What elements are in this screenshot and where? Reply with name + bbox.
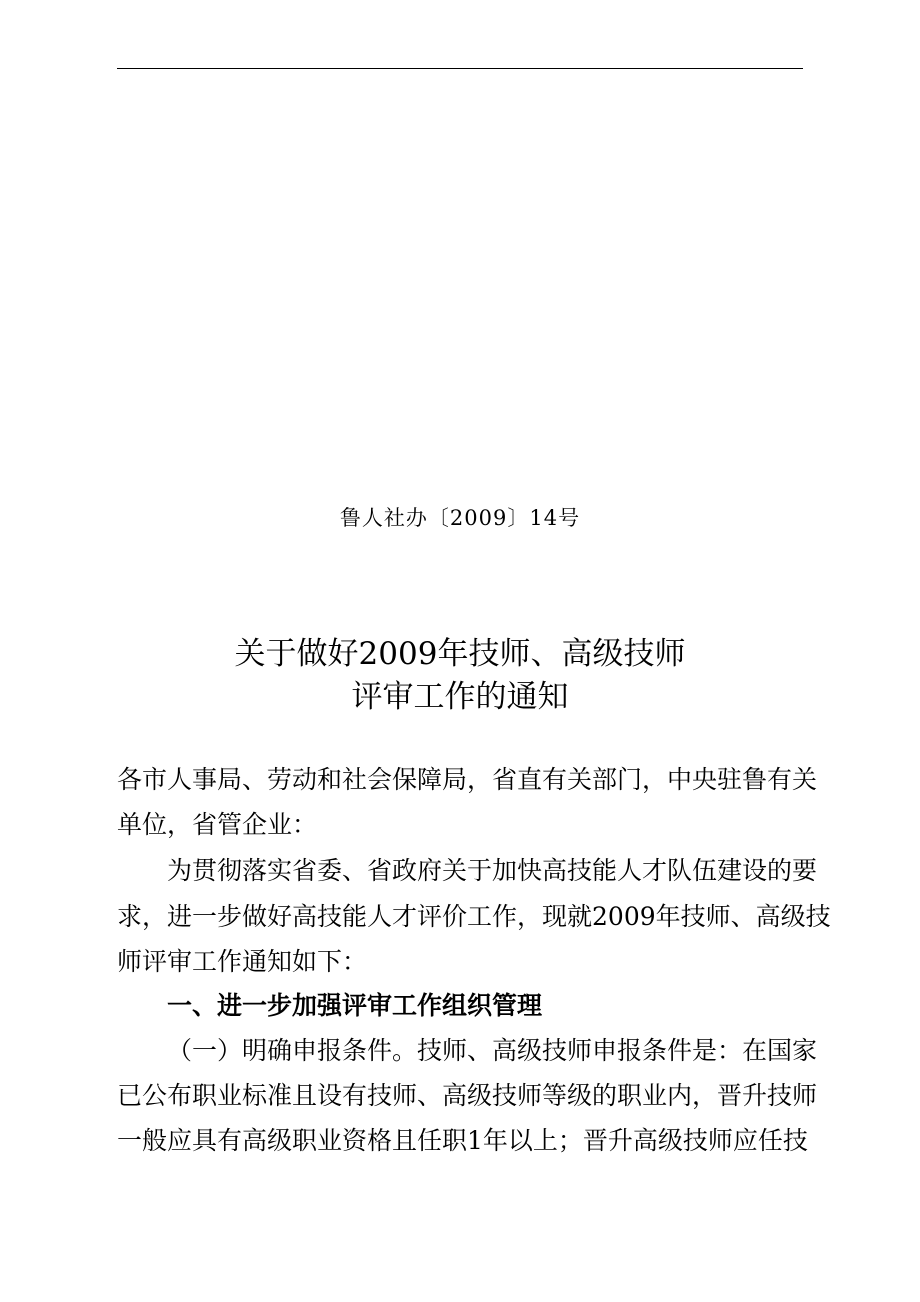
section-para-line-1: （一）明确申报条件。技师、高级技师申报条件是：在国家	[167, 1036, 818, 1065]
intro-line-1: 为贯彻落实省委、省政府关于加快高技能人才队伍建设的要	[167, 856, 818, 885]
addressee-line-1: 各市人事局、劳动和社会保障局，省直有关部门，中央驻鲁有关	[117, 765, 818, 794]
document-number: 鲁人社办〔2009〕14号	[339, 506, 581, 530]
title-line-2: 评审工作的通知	[351, 679, 569, 715]
title-line-1: 关于做好2009年技师、高级技师	[234, 636, 686, 672]
section-heading: 一、进一步加强评审工作组织管理	[167, 991, 543, 1020]
section-para-line-2: 已公布职业标准且设有技师、高级技师等级的职业内，晋升技师	[117, 1081, 818, 1110]
section-para-line-3: 一般应具有高级职业资格且任职1年以上；晋升高级技师应任技	[117, 1126, 808, 1155]
addressee-line-2: 单位，省管企业：	[117, 810, 318, 839]
header-rule	[117, 68, 803, 69]
intro-line-3: 师评审工作通知如下：	[117, 947, 368, 976]
intro-line-2: 求，进一步做好高技能人才评价工作，现就2009年技师、高级技	[117, 902, 831, 931]
